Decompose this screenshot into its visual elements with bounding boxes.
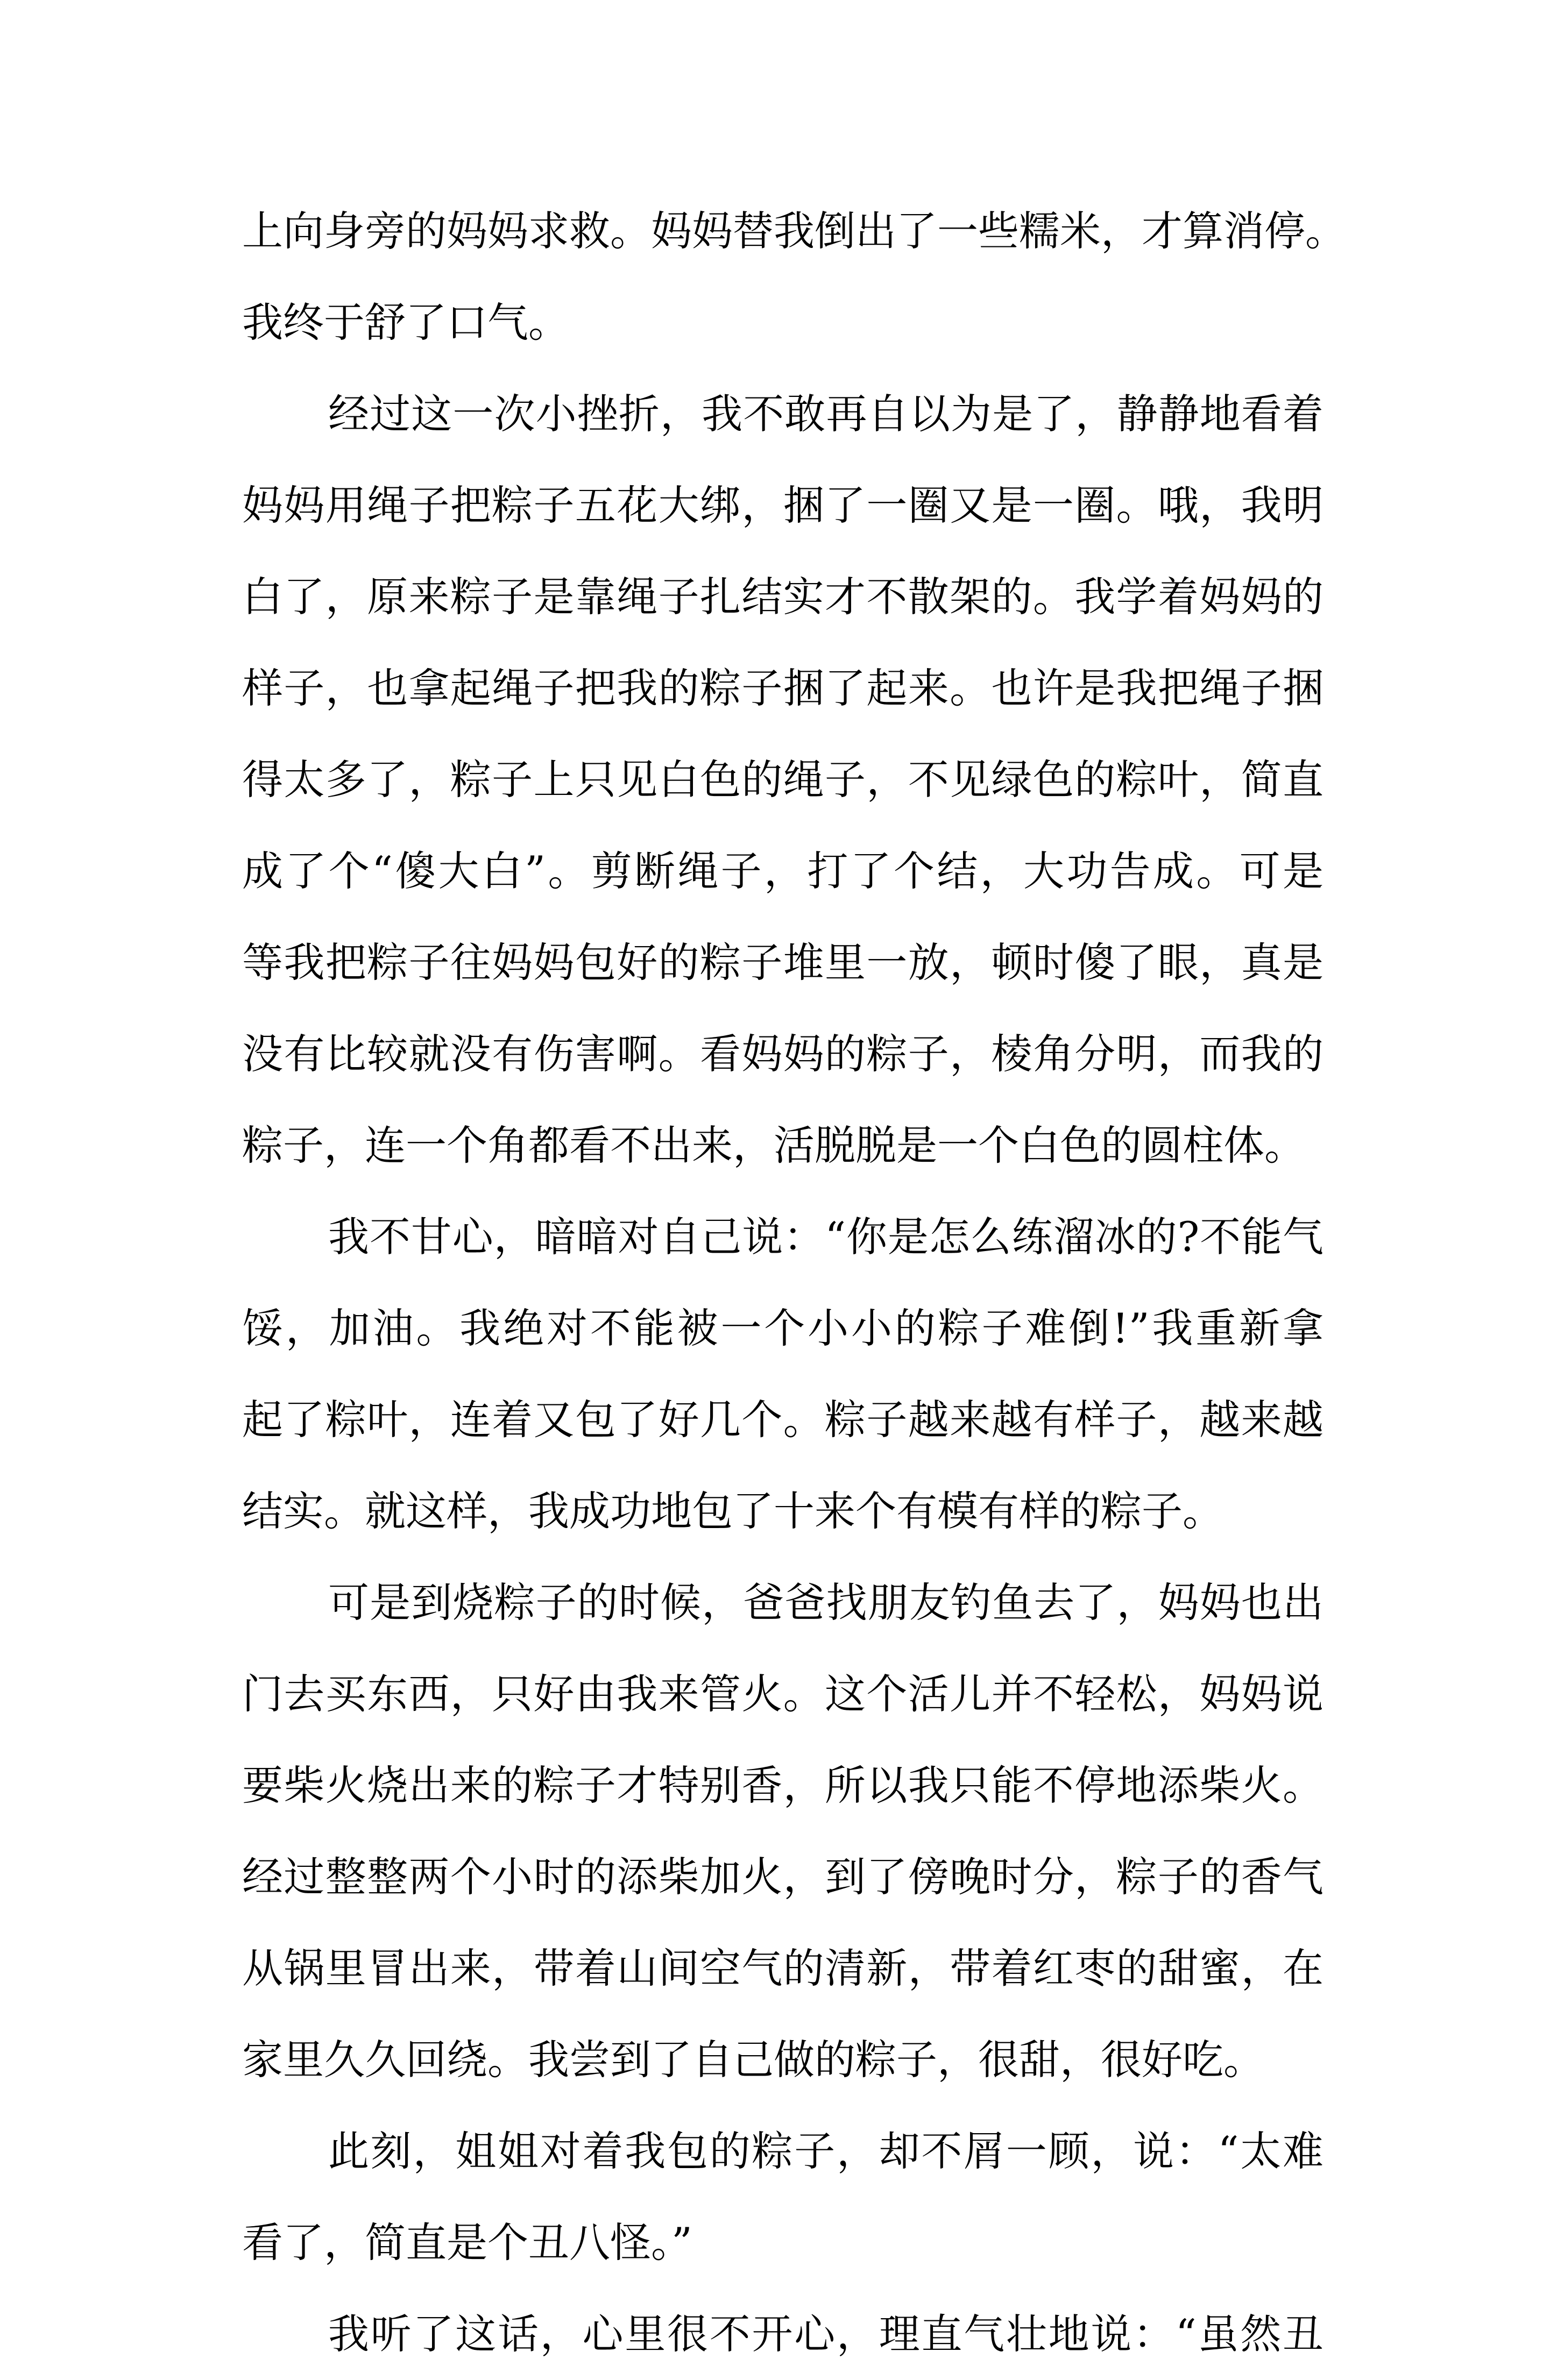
text-line: 白了，原来粽子是靠绳子扎结实才不散架的。我学着妈妈的 [242,573,1324,621]
text-line: 上向身旁的妈妈求救。妈妈替我倒出了一些糯米，才算消停。 [242,207,1346,255]
text-line: 妈妈用绳子把粽子五花大绑，捆了一圈又是一圈。哦，我明 [242,481,1324,529]
paragraph-start-line: 可是到烧粽子的时候，爸爸找朋友钓鱼去了，妈妈也出 [328,1579,1324,1626]
text-line: 得太多了，粽子上只见白色的绳子，不见绿色的粽叶，简直 [242,756,1324,804]
text-line: 看了，简直是个丑八怪。” [242,2219,692,2267]
text-line: 结实。就这样，我成功地包了十来个有模有样的粽子。 [242,1487,1223,1535]
text-line: 粽子，连一个角都看不出来，活脱脱是一个白色的圆柱体。 [242,1121,1305,1169]
text-line: 我终于舒了口气。 [242,299,569,346]
paragraph-start-line: 经过这一次小挫折，我不敢再自以为是了，静静地看着 [328,390,1324,438]
text-line: 没有比较就没有伤害啊。看妈妈的粽子，棱角分明，而我的 [242,1030,1324,1078]
paragraph-start-line: 此刻，姐姐对着我包的粽子，却不屑一顾，说：“太难 [328,2127,1324,2175]
text-line: 起了粽叶，连着又包了好几个。粽子越来越有样子，越来越 [242,1396,1324,1444]
text-line: 等我把粽子往妈妈包好的粽子堆里一放，顿时傻了眼，真是 [242,939,1324,986]
paragraph-start-line: 我不甘心，暗暗对自己说：“你是怎么练溜冰的?不能气 [328,1213,1324,1261]
text-line: 门去买东西，只好由我来管火。这个活儿并不轻松，妈妈说 [242,1670,1324,1718]
text-line: 成了个“傻大白”。剪断绳子，打了个结，大功告成。可是 [242,847,1324,895]
text-line: 从锅里冒出来，带着山间空气的清新，带着红枣的甜蜜，在 [242,1944,1324,1992]
text-line: 要柴火烧出来的粽子才特别香，所以我只能不停地添柴火。 [242,1761,1324,1809]
text-line: 样子，也拿起绳子把我的粽子捆了起来。也许是我把绳子捆 [242,664,1324,712]
essay-body [242,186,1346,2380]
paragraph-start-line: 我听了这话，心里很不开心，理直气壮地说：“虽然丑 [328,2310,1324,2358]
text-line: 经过整整两个小时的添柴加火，到了傍晚时分，粽子的香气 [242,1853,1324,1901]
text-line: 馁，加油。我绝对不能被一个小小的粽子难倒!”我重新拿 [242,1304,1324,1352]
text-line: 家里久久回绕。我尝到了自己做的粽子，很甜，很好吃。 [242,2036,1264,2084]
